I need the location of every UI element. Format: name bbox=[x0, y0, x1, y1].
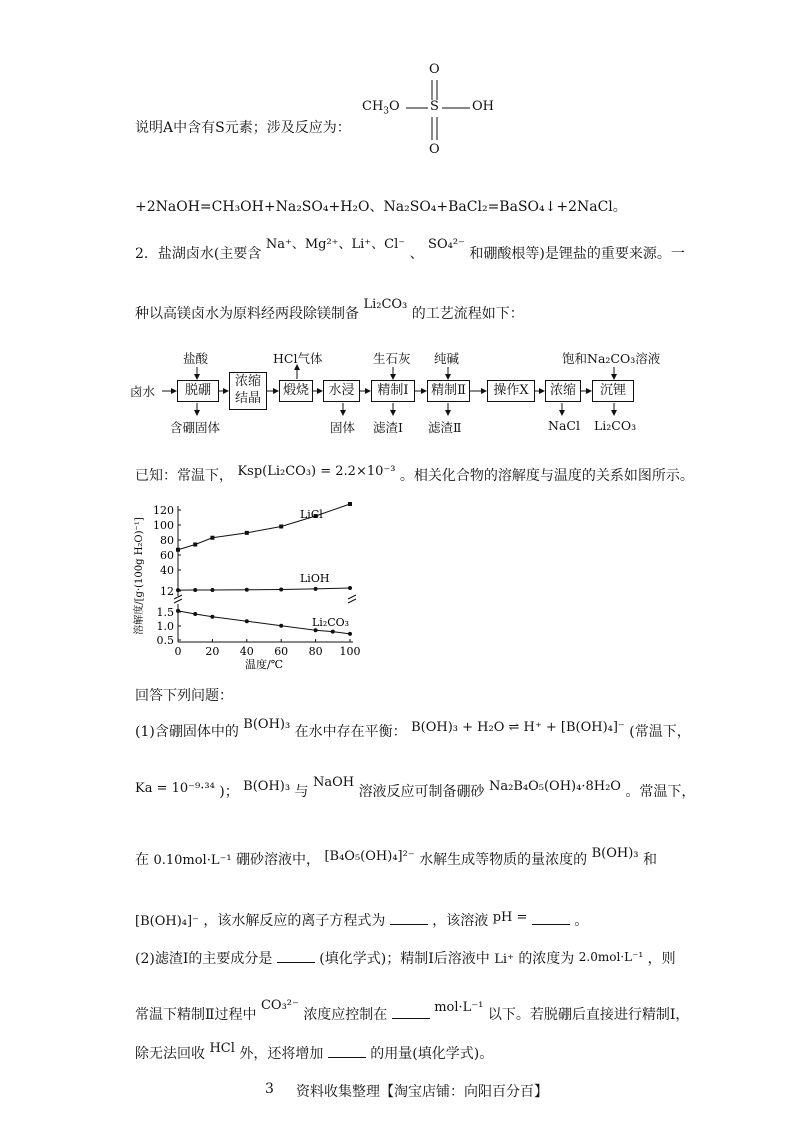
data-point bbox=[193, 612, 197, 616]
y-tick-label: 100 bbox=[153, 519, 174, 532]
y-tick-label: 1.5 bbox=[156, 606, 174, 619]
answer-blank-ph[interactable] bbox=[532, 910, 570, 925]
series-line-1 bbox=[178, 588, 350, 590]
x-tick-label: 80 bbox=[308, 645, 323, 658]
data-point bbox=[331, 630, 335, 634]
flow-product-boron-solid: 含硼固体 bbox=[170, 420, 221, 435]
flow-box-refine-2: 精制Ⅱ bbox=[427, 380, 470, 402]
y-tick-label: 80 bbox=[160, 534, 174, 547]
q2-line2: 常温下精制Ⅱ过程中 CO₃²⁻ 浓度应控制在 mol·L⁻¹ 以下。若脱硼后直接进行精制Ⅰ， bbox=[135, 998, 690, 1023]
x-tick-label: 0 bbox=[174, 645, 182, 658]
process-flow-diagram bbox=[130, 345, 690, 445]
data-point bbox=[279, 587, 283, 591]
data-point bbox=[279, 525, 283, 529]
q1-line1: (1)含硼固体中的 B(OH)₃ 在水中存在平衡： B(OH)₃ + H₂O ⇌ H⁺ + [B(OH)₄]⁻ (常温下， bbox=[135, 717, 691, 740]
flow-product-li2co3: Li₂CO₃ bbox=[594, 418, 637, 433]
y-tick-label: 40 bbox=[160, 564, 174, 577]
q1-line3: 在 0.10mol·L⁻¹ 硼砂溶液中， [B₄O₅(OH)₄]²⁻ 水解生成等物质的量浓度的 B(OH)₃ 和 bbox=[135, 846, 657, 868]
data-point bbox=[245, 619, 249, 623]
data-point bbox=[279, 624, 283, 628]
flow-reagent-soda: 纯碱 bbox=[434, 351, 460, 366]
flow-reagent-na2co3: 饱和Na₂CO₃溶液 bbox=[562, 351, 661, 366]
flow-reagent-quicklime: 生石灰 bbox=[373, 351, 411, 366]
flow-reagent-hcl: 盐酸 bbox=[183, 351, 209, 366]
y-tick-label: 0.5 bbox=[156, 634, 174, 647]
flow-box-concentrate: 浓缩 bbox=[545, 380, 581, 402]
series-line-0 bbox=[178, 504, 350, 550]
flow-product-residue-2: 滤渣Ⅱ bbox=[428, 420, 462, 435]
flow-box-operation-x: 操作X bbox=[487, 380, 535, 402]
q2-line3: 除无法回收 HCl 外，还将增加 的用量(填化学式)。 bbox=[135, 1041, 494, 1062]
known-line: 已知：常温下， Ksp(Li₂CO₃) = 2.2×10⁻³ 。相关化合物的溶解度与温度的关系如图所示。 bbox=[135, 464, 694, 484]
flow-product-nacl: NaCl bbox=[548, 418, 580, 433]
q1-line4: [B(OH)₄]⁻ ，该水解反应的离子方程式为 ，该溶液 pH = 。 bbox=[135, 910, 589, 929]
series-label: LiCl bbox=[300, 508, 323, 521]
reaction-equations: +2NaOH=CH₃OH+Na₂SO₄+H₂O、Na₂SO₄+BaCl₂=BaSO₄↓+2NaCl。 bbox=[135, 199, 627, 215]
footer-source-note: 资料收集整理【淘宝店铺：向阳百分百】 bbox=[296, 1084, 548, 1100]
x-tick-label: 100 bbox=[339, 645, 361, 658]
x-tick-label: 20 bbox=[205, 645, 220, 658]
x-tick-label: 60 bbox=[274, 645, 289, 658]
data-point bbox=[348, 632, 352, 636]
series-label: LiOH bbox=[300, 572, 330, 585]
x-tick-label: 40 bbox=[239, 645, 254, 658]
data-point bbox=[348, 586, 352, 590]
flow-box-refine-1: 精制Ⅰ bbox=[371, 380, 415, 402]
y-tick-label: 120 bbox=[153, 504, 174, 517]
y-tick-label: 12 bbox=[160, 585, 174, 598]
answer-blank-co3-concentration[interactable] bbox=[392, 1004, 430, 1019]
series-label: Li₂CO₃ bbox=[312, 616, 350, 629]
y-axis-title: 溶解度/[g·(100g H₂O)⁻¹] bbox=[134, 517, 145, 635]
y-tick-label: 1.0 bbox=[156, 620, 174, 633]
flow-product-solid: 固体 bbox=[330, 420, 356, 435]
answer-blank-extra-reagent[interactable] bbox=[328, 1043, 366, 1058]
methyl-hydrogen-sulfate-structure: $CH_3O$ O S O OH bbox=[360, 62, 520, 162]
flow-product-residue-1: 滤渣Ⅰ bbox=[373, 420, 403, 435]
x-axis-title: 温度/℃ bbox=[244, 658, 284, 671]
data-point bbox=[348, 502, 352, 506]
solubility-chart-svg bbox=[128, 500, 368, 675]
axis-break-mark bbox=[348, 599, 356, 603]
q2-intro-line: 2．盐湖卤水(主要含 Na⁺、Mg²⁺、Li⁺、Cl⁻ 、 SO₄²⁻ 和硼酸根等)是锂盐的重要来源。一 bbox=[135, 237, 685, 262]
data-point bbox=[176, 609, 180, 613]
y-tick-label: 60 bbox=[160, 549, 174, 562]
flow-box-concentrate-crystallize: 浓缩结晶 bbox=[229, 372, 267, 410]
data-point bbox=[210, 588, 214, 592]
answer-blank-ionic-equation[interactable] bbox=[390, 910, 428, 925]
solubility-chart bbox=[128, 500, 368, 675]
axis-break-mark bbox=[174, 599, 182, 603]
data-point bbox=[245, 531, 249, 535]
structure-bonds bbox=[360, 62, 520, 162]
intro-sentence: 说明A中含有S元素；涉及反应为： bbox=[135, 120, 351, 136]
data-point bbox=[245, 588, 249, 592]
flow-box-water-leach: 水浸 bbox=[323, 380, 360, 402]
flow-box-deboronation: 脱硼 bbox=[177, 380, 219, 402]
flow-box-calcine: 煅烧 bbox=[279, 380, 313, 402]
data-point bbox=[193, 543, 197, 547]
data-point bbox=[176, 588, 180, 592]
answer-blank-residue-1[interactable] bbox=[277, 948, 315, 963]
data-point bbox=[210, 536, 214, 540]
q2-line1: (2)滤渣Ⅰ的主要成分是 (填化学式)；精制Ⅰ后溶液中 Li⁺ 的浓度为 2.0mol·L⁻¹ ，则 bbox=[135, 950, 676, 967]
data-point bbox=[176, 548, 180, 552]
data-point bbox=[210, 615, 214, 619]
data-point bbox=[193, 588, 197, 592]
flow-product-hcl-gas: HCl气体 bbox=[273, 351, 323, 366]
data-point bbox=[314, 587, 318, 591]
flow-input-label: 卤水 bbox=[130, 384, 156, 399]
q2-intro-line2: 种以高镁卤水为原料经两段除镁制备 Li₂CO₃ 的工艺流程如下： bbox=[135, 297, 524, 322]
axis-break-mark bbox=[348, 595, 356, 599]
answer-intro: 回答下列问题： bbox=[135, 688, 233, 704]
page-number: 3 bbox=[265, 1081, 274, 1097]
flow-box-lithium-precipitation: 沉锂 bbox=[592, 380, 634, 402]
q1-line2: Ka = 10⁻⁹·³⁴ )； B(OH)₃ 与 NaOH 溶液反应可制备硼砂 Na₂B₄O₅(OH)₄·8H₂O 。常温下， bbox=[135, 775, 696, 800]
